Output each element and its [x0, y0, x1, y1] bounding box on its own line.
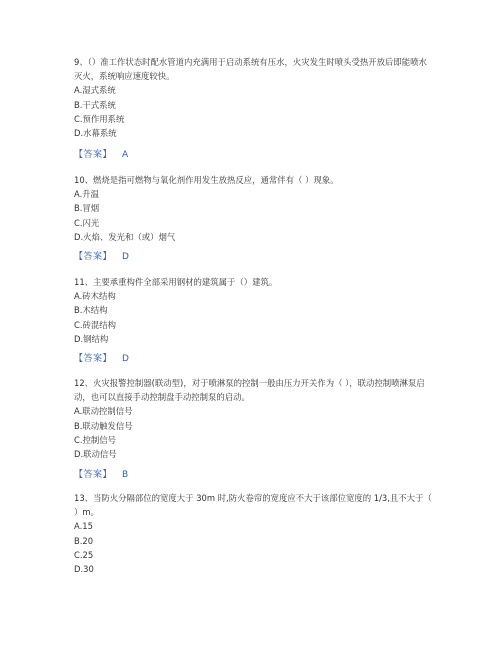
answer-label: 【答案】: [74, 354, 113, 364]
answer-11: [74, 352, 129, 366]
question-13: [74, 491, 434, 576]
option-a: A.砖木结构: [74, 291, 116, 302]
question-12: [74, 376, 434, 461]
question-9: [74, 55, 434, 140]
option-a: A.联动控制信号: [74, 406, 133, 417]
option-d: D.联动信号: [74, 449, 117, 460]
question-11: [74, 275, 434, 346]
option-b: B.干式系统: [74, 99, 116, 110]
question-text: 9、（）准工作状态时配水管道内充满用于启动系统有压水，火灾发生时喷头受热开放后即能喷水灭火，系统响应速度较快。: [74, 57, 427, 82]
question-text: 10、燃烧是指可燃物与氧化剂作用发生放热反应，通常伴有（ ）现象。: [74, 175, 339, 185]
answer-12: [74, 468, 128, 482]
question-text: 13、当防火分隔部位的宽度大于 30m 时,防火卷帘的宽度应不大于该部位宽度的 1/3,且不大于（ ）m。: [74, 493, 432, 518]
option-b: B.联动触发信号: [74, 420, 133, 431]
answer-10: [74, 250, 129, 264]
answer-value: A: [122, 150, 129, 160]
question-text: 12、火灾报警控制器(联动型)，对于喷淋泵的控制一般由压力开关作为（ ），联动控制喷淋泵启动，也可以直接手动控制盘手动控制泵的启动。: [74, 378, 425, 403]
answer-label: 【答案】: [74, 470, 113, 480]
answer-label: 【答案】: [74, 150, 113, 160]
option-a: A.升温: [74, 189, 99, 200]
option-b: B.冒烟: [74, 203, 100, 214]
option-b: B.木结构: [74, 305, 108, 316]
option-d: D.30: [74, 564, 94, 575]
option-d: D.火焰、发光和（或）烟气: [74, 231, 176, 242]
answer-value: B: [122, 470, 129, 480]
question-text: 11、主要承重构件全部采用钢材的建筑属于（）建筑。: [74, 277, 278, 287]
option-c: C.闪光: [74, 217, 100, 228]
answer-label: 【答案】: [74, 252, 113, 262]
option-a: A.15: [74, 521, 93, 532]
answer-value: D: [122, 252, 129, 262]
answer-value: D: [122, 354, 129, 364]
option-d: D.钢结构: [74, 333, 109, 344]
option-d: D.水幕系统: [74, 128, 117, 139]
option-c: C.砖混结构: [74, 319, 117, 330]
option-c: C.控制信号: [74, 434, 117, 445]
option-a: A.湿式系统: [74, 85, 116, 96]
question-10: [74, 173, 434, 244]
answer-9: [74, 148, 128, 162]
option-b: B.20: [74, 535, 94, 546]
option-c: C.25: [74, 549, 94, 560]
option-c: C.预作用系统: [74, 113, 125, 124]
